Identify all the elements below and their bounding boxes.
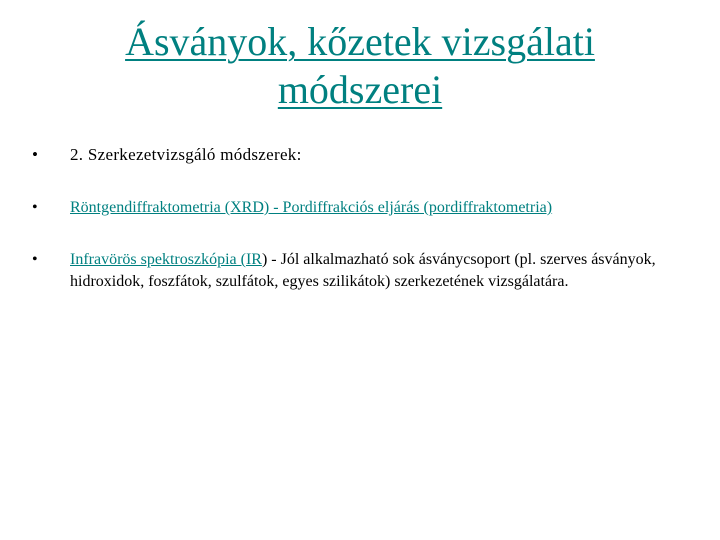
bullet-text: 2. Szerkezetvizsgáló módszerek: xyxy=(70,145,302,164)
xrd-link[interactable]: Röntgendiffraktometria (XRD) - Pordiffrakciós eljárás (pordiffraktometria) xyxy=(70,199,553,216)
bullet-item-methods-heading xyxy=(32,144,672,166)
bullet-list xyxy=(32,140,672,293)
bullet-item-ir xyxy=(32,249,672,293)
bullet-marker: • xyxy=(32,199,38,216)
bullet-marker: • xyxy=(32,251,38,268)
ir-link[interactable]: Infravörös spektroszkópia (IR xyxy=(70,251,262,268)
slide-title xyxy=(60,18,660,114)
bullet-item-xrd xyxy=(32,197,672,219)
bullet-marker: • xyxy=(32,145,39,164)
slide-title-line-2: módszerei xyxy=(277,67,443,112)
slide-title-line-1: Ásványok, kőzetek vizsgálati xyxy=(125,19,595,64)
bullet-text: ) - Jól alkalmazható sok ásványcsoport (pl. szerves ásványok, hidroxidok, foszfátok, szulfátok, egyes szilikátok) szerkezetének vizsgálatára. xyxy=(70,251,656,290)
